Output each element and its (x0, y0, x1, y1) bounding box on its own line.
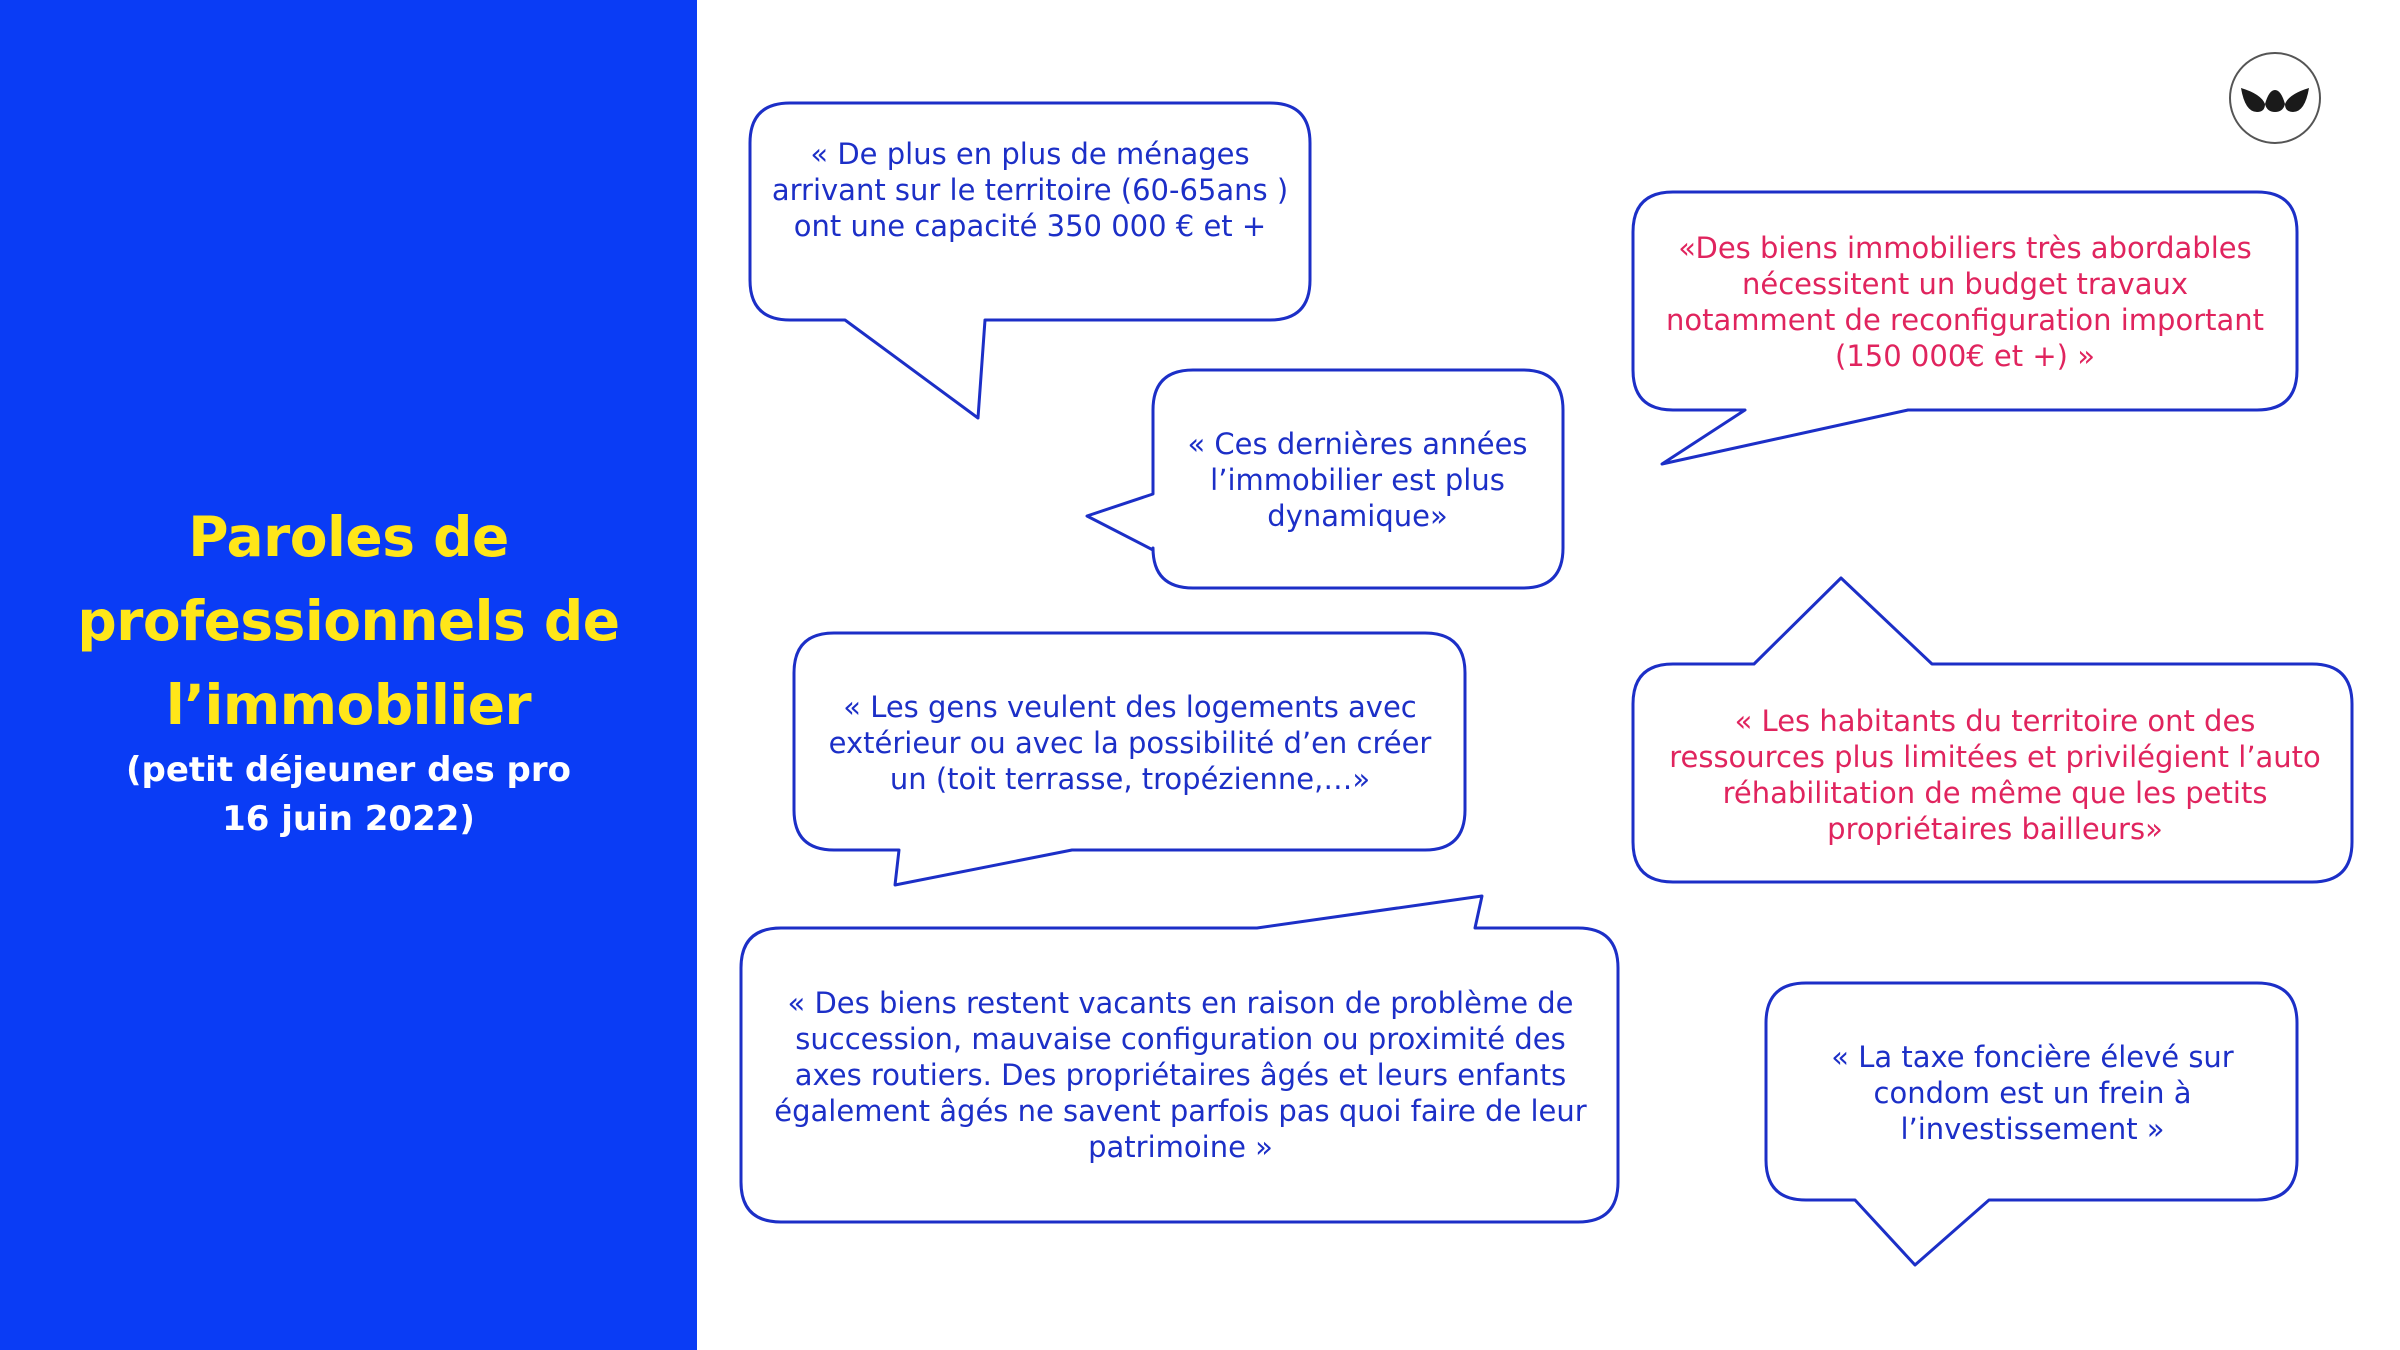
title-line: l’immobilier (165, 673, 532, 737)
brand-logo-icon (2229, 52, 2321, 144)
quote-1: « De plus en plus de ménages arrivant sur le territoire (60-65ans ) ont une capacité 350 000 € et + (771, 137, 1289, 243)
title-line: professionnels de (77, 589, 620, 653)
quote-6: « Les habitants du territoire ont des ressources plus limitées et privilégient l’auto réhabilitation de même que les petits propriétaires bailleurs» (1669, 703, 2321, 846)
title-line: Paroles de (188, 505, 509, 569)
subtitle-line: (petit déjeuner des pro (125, 750, 572, 790)
quote-7: « La taxe foncière élevé sur condom est un frein à l’investissement » (1831, 1039, 2234, 1146)
subtitle-line: 16 juin 2022) (222, 799, 475, 839)
quote-4: « Des biens restent vacants en raison de problème de succession, mauvaise configuration ou proximité des axes routiers. Des propriétaires âgés et leurs enfants également âgés ne savent parfois pas quoi faire de leur patrimoine » (774, 986, 1587, 1164)
quote-3: « Les gens veulent des logements avec extérieur ou avec la possibilité d’en créer un (toit terrasse, tropézienne,…» (828, 689, 1432, 796)
quote-2: « Ces dernières années l’immobilier est plus dynamique» (1187, 427, 1528, 533)
quote-5: «Des biens immobiliers très abordables nécessitent un budget travaux notamment de reconfiguration important (150 000€ et +) » (1665, 231, 2265, 373)
